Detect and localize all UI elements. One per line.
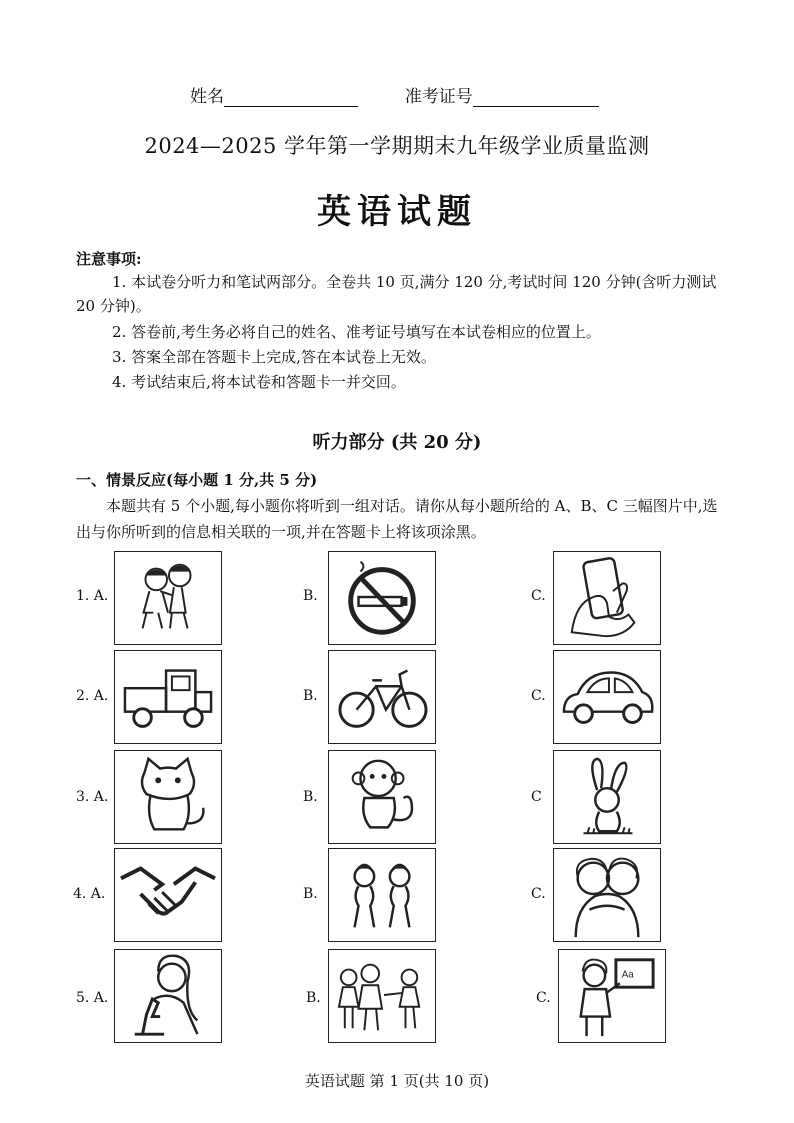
car-icon <box>554 651 660 743</box>
question-5-label-a: 5. A. <box>76 990 109 1006</box>
question-4-label-a: 4. A. <box>73 886 106 902</box>
name-label: 姓名 <box>190 87 224 107</box>
children-playing-icon <box>329 950 435 1042</box>
question-4-option-b-picture[interactable] <box>328 848 436 942</box>
question-2-label-a: 2. A. <box>76 688 109 704</box>
note-item: 2. 答卷前,考生务必将自己的姓名、准考证号填写在本试卷相应的位置上。 <box>112 323 601 341</box>
section-title: 听力部分 (共 20 分) <box>312 432 482 453</box>
part-instruction: 本题共有 5 个小题,每小题你将听到一组对话。请你从每小题所给的 A、B、C 三幅图片中,选出与你所听到的信息相关联的一项,并在答题卡上将该项涂黑。 <box>76 497 718 541</box>
question-2-label-c: C. <box>531 688 546 704</box>
question-4-option-a-picture[interactable] <box>114 848 222 942</box>
question-5-label-b: B. <box>306 990 321 1006</box>
cat-icon <box>115 751 221 843</box>
question-1-option-a-picture[interactable] <box>114 551 222 645</box>
question-2-option-a-picture[interactable] <box>114 650 222 744</box>
rabbit-icon <box>554 751 660 843</box>
question-1-label-c: C. <box>531 588 546 604</box>
hugging-people-icon <box>554 849 660 941</box>
bicycle-icon <box>329 651 435 743</box>
name-blank[interactable] <box>224 88 358 107</box>
question-5-option-b-picture[interactable] <box>328 949 436 1043</box>
question-4-label-c: C. <box>531 886 546 902</box>
question-2-option-b-picture[interactable] <box>328 650 436 744</box>
phone-hand-icon <box>554 552 660 644</box>
exam-id-blank[interactable] <box>473 88 599 107</box>
question-1-label-a: 1. A. <box>76 588 109 604</box>
fighting-boys-icon <box>115 552 221 644</box>
question-4-option-c-picture[interactable] <box>553 848 661 942</box>
svg-text:Aa: Aa <box>621 969 634 981</box>
exam-title: 2024—2025 学年第一学期期末九年级学业质量监测 <box>144 134 650 158</box>
microscope-scientist-icon <box>115 950 221 1042</box>
question-3-label-c: C <box>531 789 542 805</box>
question-1-label-b: B. <box>303 588 318 604</box>
question-3-option-b-picture[interactable] <box>328 750 436 844</box>
question-2-label-b: B. <box>303 688 318 704</box>
subject-title: 英语试题 <box>317 192 477 232</box>
notes-heading: 注意事项: <box>76 250 142 268</box>
monkey-icon <box>329 751 435 843</box>
question-5-option-c-picture[interactable] <box>558 949 666 1043</box>
page-footer: 英语试题 第 1 页(共 10 页) <box>304 1072 490 1090</box>
candidate-info-line <box>190 82 599 107</box>
part-title: 一、情景反应(每小题 1 分,共 5 分) <box>76 471 318 489</box>
note-item: 1. 本试卷分听力和笔试两部分。全卷共 10 页,满分 120 分,考试时间 120 分钟(含听力测试 20 分钟)。 <box>76 273 717 315</box>
question-3-option-c-picture[interactable] <box>553 750 661 844</box>
question-2-option-c-picture[interactable] <box>553 650 661 744</box>
bowing-people-icon <box>329 849 435 941</box>
note-item: 3. 答案全部在答题卡上完成,答在本试卷上无效。 <box>112 348 436 366</box>
teacher-blackboard-icon <box>559 950 665 1042</box>
question-3-label-b: B. <box>303 789 318 805</box>
note-item: 4. 考试结束后,将本试卷和答题卡一并交回。 <box>112 373 406 391</box>
truck-icon <box>115 651 221 743</box>
question-5-option-a-picture[interactable] <box>114 949 222 1043</box>
question-3-option-a-picture[interactable] <box>114 750 222 844</box>
question-3-label-a: 3. A. <box>76 789 109 805</box>
no-smoking-icon <box>329 552 435 644</box>
question-4-label-b: B. <box>303 886 318 902</box>
question-1-option-c-picture[interactable] <box>553 551 661 645</box>
question-1-option-b-picture[interactable] <box>328 551 436 645</box>
handshake-icon <box>115 849 221 941</box>
exam-id-label: 准考证号 <box>404 87 473 107</box>
question-5-label-c: C. <box>536 990 551 1006</box>
